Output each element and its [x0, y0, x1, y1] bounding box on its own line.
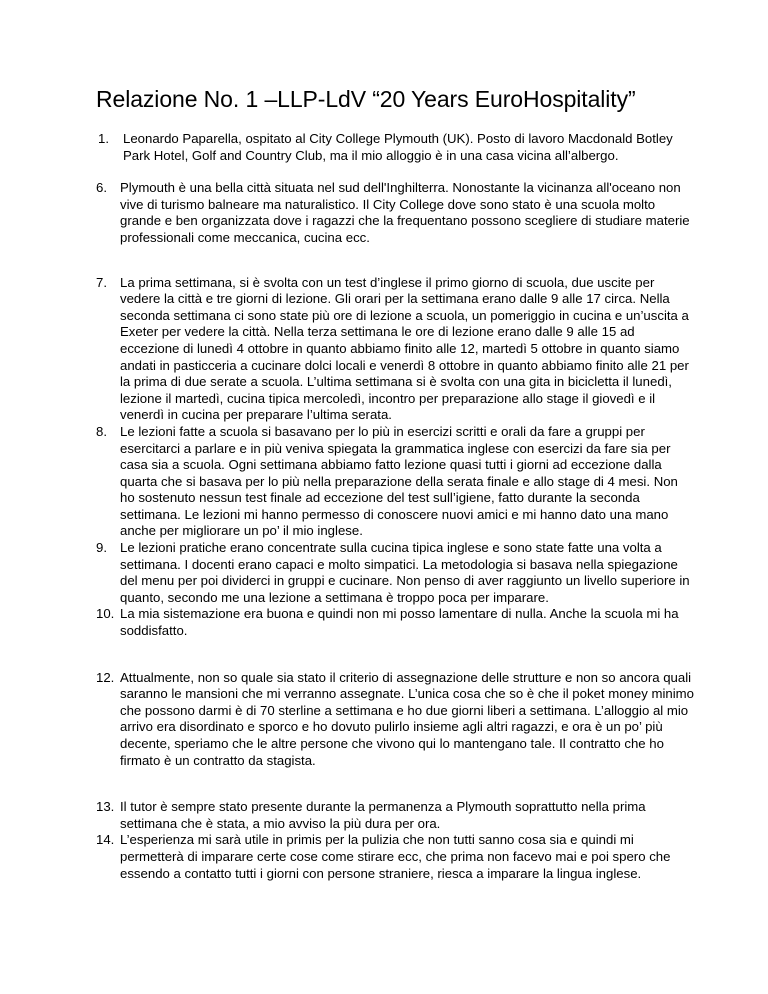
- list-item-number: 9.: [96, 540, 107, 556]
- list-item-text: L’esperienza mi sarà utile in primis per la pulizia che non tutti sanno cosa sia e quindi mi permetterà di imparare certe cose come stirare ecc, che prima non facevo mai e poi spero che essendo a contatto tutti i giorni con persone straniere, riesca a imparare la lingua inglese.: [120, 832, 671, 881]
- list-item: [96, 799, 696, 832]
- list-item: [96, 670, 696, 770]
- list-item: [96, 606, 696, 639]
- list-item-number: 1.: [98, 131, 109, 146]
- document-page: [96, 86, 696, 882]
- document-title: Relazione No. 1 –LLP-LdV “20 Years EuroHospitality”: [96, 86, 636, 112]
- list-item-text: Le lezioni fatte a scuola si basavano per lo più in esercizi scritti e orali da fare a gruppi per esercitarci a parlare e in più veniva spiegata la grammatica inglese con esercizi da fare sia per casa sia a scuola. Ogni settimana abbiamo fatto lezione quasi tutti i giorni ad eccezione dalla quarta che si basava per lo più nella preparazione della serata finale e allo stage di 4 mesi. Non ho sostenuto nessun test finale ad eccezione del test sull’igiene, fatto durante la seconda settimana. Le lezioni mi hanno permesso di conoscere nuovi amici e mi hanno dato una mano anche per migliorare un po’ il mio inglese.: [120, 423, 678, 539]
- list-item-number: 10.: [96, 606, 115, 622]
- list-item-number: 8.: [96, 423, 107, 439]
- list-item-text: Leonardo Paparella, ospitato al City College Plymouth (UK). Posto di lavoro Macdonald Botley Park Hotel, Golf and Country Club, ma il mio alloggio è in una casa vicina all’albergo.: [123, 131, 673, 163]
- list-item-number: 12.: [96, 669, 115, 685]
- list-item-text: La mia sistemazione era buona e quindi non mi posso lamentare di nulla. Anche la scuola mi ha soddisfatto.: [120, 606, 679, 639]
- list-item: [96, 832, 696, 882]
- list-item-number: 14.: [96, 832, 115, 848]
- list-item-text: Plymouth è una bella città situata nel sud dell'Inghilterra. Nonostante la vicinanza all'oceano non vive di turismo balneare ma naturalistico. Il City College dove sono stato è una scuola molto grande e ben organizzata dove i ragazzi che la frequentano possono scegliere di studiare materie professionali come meccanica, cucina ecc.: [120, 180, 690, 245]
- list-item-text: Le lezioni pratiche erano concentrate sulla cucina tipica inglese e sono state fatte una volta a settimana. I docenti erano capaci e molto simpatici. La metodologia si basava nella spiegazione del menu per poi dividerci in gruppi e cucinare. Non penso di aver raggiunto un livello superiore in quanto, secondo me una lezione a settimana è troppo poca per imparare.: [120, 540, 690, 605]
- list-item-text: La prima settimana, si è svolta con un test d’inglese il primo giorno di scuola, due uscite per vedere la città e tre giorni di lezione. Gli orari per la settimana erano dalle 9 alle 17 circa. Nella seconda settimana ci sono state più ore di lezione a scuola, un pomeriggio in cucina e un’uscita a Exeter per vedere la città. Nella terza settimana le ore di lezione erano dalle 9 alle 15 ad eccezione di lunedì 4 ottobre in quanto abbiamo finito alle 12, martedì 5 ottobre in quanto siamo andati in pasticceria a cucinare dolci locali e venerdì 8 ottobre in quanto abbiamo finito alle 21 per la prima di due serate a scuola. L’ultima settimana si è svolta con una gita in bicicletta il lunedì, lezione il martedì, cucina tipica mercoledì, incontro per preparazione allo stage il giovedì e il venerdì in cucina per preparare l’ultima serata.: [120, 274, 689, 423]
- list-item: [96, 131, 696, 164]
- list-item-number: 6.: [96, 180, 107, 196]
- list-item-number: 13.: [96, 799, 115, 815]
- list-item: [96, 275, 696, 424]
- list-item-text: Attualmente, non so quale sia stato il criterio di assegnazione delle strutture e non so ancora quali saranno le mansioni che mi verranno assegnate. L’unica cosa che so è che il poket money minimo che possono darmi è di 70 sterline a settimana e ho due giorni liberi a settimana. L’alloggio al mio arrivo era disordinato e sporco e ho dovuto pulirlo insieme agli altri ragazzi, e ora è un po’ più decente, speriamo che le altre persone che vivono qui lo mantengano tale. Il contratto che ho firmato è un contratto da stagista.: [120, 669, 694, 768]
- list-item: [96, 424, 696, 540]
- list-item-number: 7.: [96, 274, 107, 290]
- list-item: [96, 540, 696, 606]
- list-item-text: Il tutor è sempre stato presente durante la permanenza a Plymouth soprattutto nella prima settimana che è stata, a mio avviso la più dura per ora.: [120, 799, 646, 831]
- list-item: [96, 180, 696, 246]
